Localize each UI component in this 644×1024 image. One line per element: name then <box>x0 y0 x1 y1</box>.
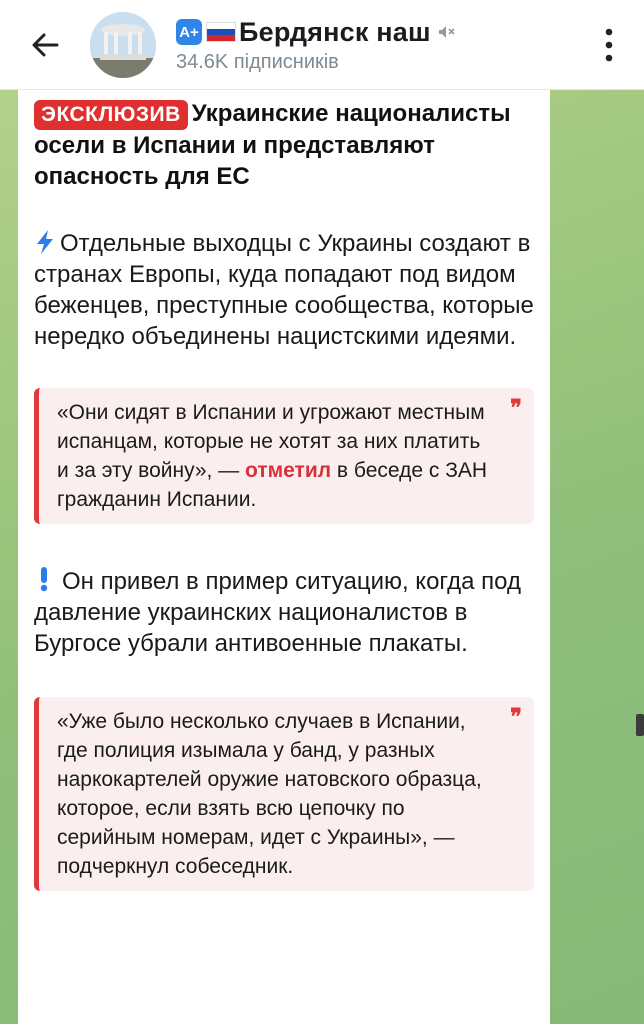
scroll-indicator[interactable] <box>636 714 644 736</box>
quote-1-text: «Они сидят в Испании и угрожают местным испанцам, которые не хотят за них платить и за эту войну», — <box>57 401 485 482</box>
channel-name: Бердянск наш <box>239 16 431 47</box>
aplus-badge-icon: A+ <box>176 19 202 45</box>
kebab-menu-icon[interactable] <box>604 26 614 64</box>
paragraph-1 <box>34 228 534 352</box>
quote-mark-icon: ❞ <box>510 704 522 730</box>
headline-text: Украинские националисты осели в Испании и представляют опасность для ЕС <box>34 100 511 190</box>
quote-mark-icon: ❞ <box>510 395 522 421</box>
paragraph-2-text: Он привел в пример ситуацию, когда под давление украинских националистов в Бургосе убрали антивоенные плакаты. <box>34 568 521 657</box>
lightning-icon <box>34 229 56 255</box>
quote-block-1 <box>34 388 534 524</box>
quote-1-tail: в беседе с ЗАН гражданин Испании. <box>57 459 488 511</box>
channel-avatar[interactable] <box>90 12 156 78</box>
post-headline <box>34 98 534 192</box>
message-bubble[interactable] <box>18 90 550 1024</box>
quote-1-link[interactable]: отметил <box>245 459 332 482</box>
russia-flag-icon <box>206 22 236 42</box>
paragraph-1-text: Отдельные выходцы с Украины создают в странах Европы, куда попадают под видом беженцев, преступные сообщества, которые нередко объединены нацистскими идеями. <box>34 230 534 350</box>
rotunda-image <box>90 12 156 78</box>
quote-2-text: «Уже было несколько случаев в Испании, где полиция изымала у банд, у разных наркокартелей оружие натовского образца, которое, если взять всю цепочку по серийным номерам, идет с Украины», — подчеркнул собеседник. <box>57 710 482 878</box>
subscriber-count: 34.6K підписників <box>176 51 339 73</box>
exclusive-badge: ЭКСКЛЮЗИВ <box>34 100 188 130</box>
exclamation-icon <box>34 566 54 592</box>
chat-header <box>0 0 644 90</box>
arrow-left-icon <box>30 30 60 60</box>
back-button[interactable] <box>0 0 90 90</box>
paragraph-2 <box>34 566 534 659</box>
channel-title-block[interactable] <box>176 15 455 74</box>
quote-block-2 <box>34 697 534 891</box>
speaker-mute-icon <box>437 23 455 41</box>
